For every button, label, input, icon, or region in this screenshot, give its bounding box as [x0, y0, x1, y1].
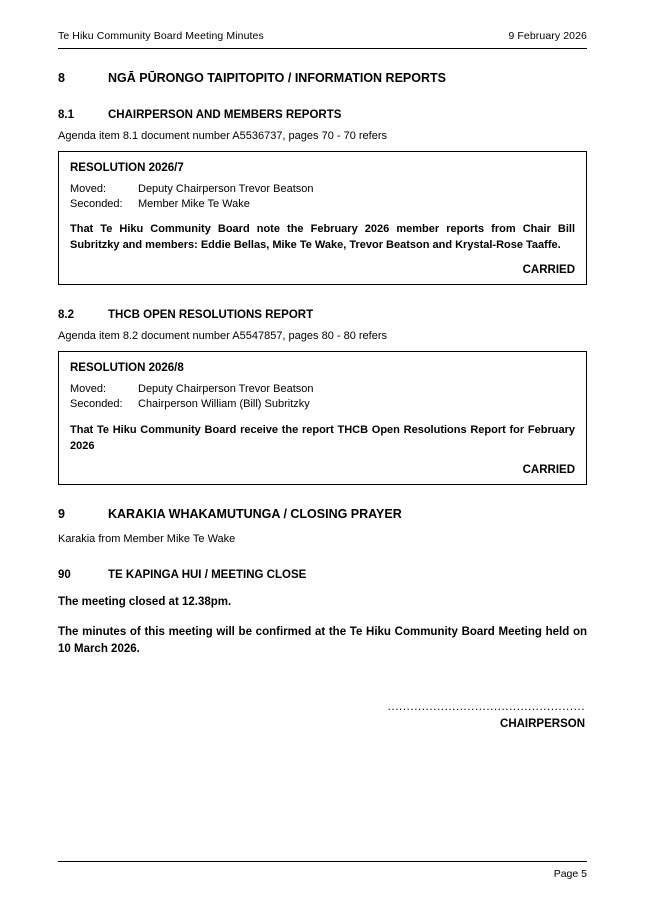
page-header — [58, 30, 587, 49]
resolution-moved — [70, 182, 575, 197]
moved-label: Moved: — [70, 183, 107, 195]
agenda-reference: Agenda item 8.1 document number A5536737, pages 70 - 70 refers — [58, 130, 387, 142]
moved-label: Moved: — [70, 383, 107, 396]
resolution-moved — [70, 382, 575, 397]
resolution-result: CARRIED — [522, 264, 575, 277]
page-number: Page 5 — [553, 868, 587, 880]
agenda-reference: Agenda item 8.2 document number A5547857, pages 80 - 80 refers — [58, 330, 387, 343]
resolution-title: RESOLUTION 2026/8 — [70, 362, 184, 375]
resolution-result: CARRIED — [522, 464, 575, 477]
section-number: 9 — [58, 507, 65, 522]
moved-value: Deputy Chairperson Trevor Beatson — [138, 383, 314, 396]
section-heading-8-2 — [58, 309, 587, 321]
moved-value: Deputy Chairperson Trevor Beatson — [138, 183, 314, 195]
section-heading-90 — [58, 569, 587, 581]
section-title: KARAKIA WHAKAMUTUNGA / CLOSING PRAYER — [108, 507, 402, 522]
resolution-box — [58, 351, 587, 485]
karakia-text: Karakia from Member Mike Te Wake — [58, 533, 236, 546]
signature-line: .................................................... — [387, 701, 585, 714]
resolution-body: That Te Hiku Community Board note the February 2026 member reports from Chair Bill Subritzky and members: Eddie Bellas, Mike Te Wake, Trevor Beatson and Krystal-Rose Taaffe. — [70, 223, 575, 252]
resolution-box — [58, 151, 587, 285]
seconded-value: Member Mike Te Wake — [138, 198, 250, 211]
seconded-label: Seconded: — [70, 398, 123, 411]
resolution-body: That Te Hiku Community Board receive the report THCB Open Resolutions Report for February 2026 — [70, 423, 575, 452]
header-title: Te Hiku Community Board Meeting Minutes — [58, 30, 264, 42]
signature-label: CHAIRPERSON — [500, 718, 585, 731]
section-number: 8.2 — [58, 309, 74, 322]
meeting-close-line: The meeting closed at 12.38pm. — [58, 596, 232, 609]
section-title: THCB OPEN RESOLUTIONS REPORT — [108, 309, 314, 322]
header-date: 9 February 2026 — [508, 30, 587, 42]
section-title: CHAIRPERSON AND MEMBERS REPORTS — [108, 109, 342, 121]
resolution-title: RESOLUTION 2026/7 — [70, 162, 184, 174]
resolution-seconded — [70, 197, 575, 212]
section-number: 8.1 — [58, 109, 74, 121]
section-heading-9 — [58, 507, 587, 521]
section-heading-8-1 — [58, 109, 587, 121]
section-number: 8 — [58, 71, 65, 85]
section-heading-8 — [58, 71, 587, 85]
page-footer — [58, 861, 587, 880]
seconded-value: Chairperson William (Bill) Subritzky — [138, 398, 310, 411]
section-title: TE KAPINGA HUI / MEETING CLOSE — [108, 569, 307, 582]
section-number: 90 — [58, 569, 71, 582]
resolution-seconded — [70, 397, 575, 412]
seconded-label: Seconded: — [70, 198, 123, 211]
minutes-confirmation-line: The minutes of this meeting will be confirmed at the Te Hiku Community Board Meeting held on 10 March 2026. — [58, 626, 587, 655]
section-title: NGĀ PŪRONGO TAIPITOPITO / INFORMATION REPORTS — [108, 71, 446, 85]
signature-block — [58, 701, 587, 730]
